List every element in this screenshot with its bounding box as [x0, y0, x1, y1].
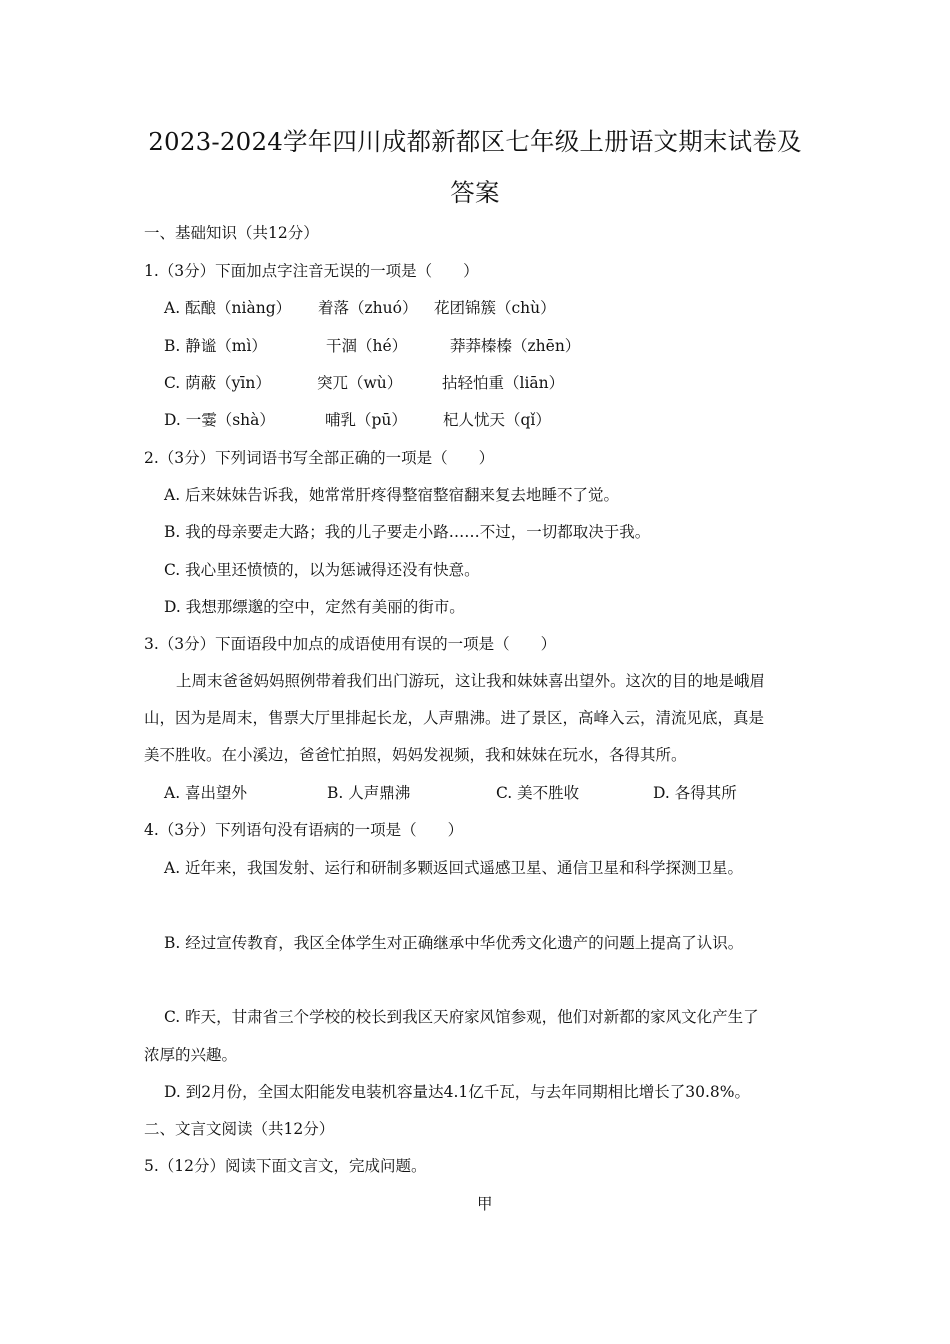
q4-option-a: A. 近年来，我国发射、运行和研制多颗返回式遥感卫星、通信卫星和科学探测卫星。	[164, 859, 744, 877]
question-1-stem: 1.（3分）下面加点字注音无误的一项是（ ）	[144, 262, 479, 280]
q1-option-a-1: A. 酝酿（niàng）	[164, 299, 292, 317]
q2-option-a: A. 后来妹妹告诉我，她常常肝疼得整宿整宿翻来复去地睡不了觉。	[164, 486, 620, 504]
q1-option-c-2: 突兀（wù）	[317, 374, 403, 392]
q4-option-d: D. 到2月份，全国太阳能发电装机容量达4.1亿千瓦，与去年同期相比增长了30.8%。	[164, 1083, 750, 1101]
q3-passage-line2: 山，因为是周末，售票大厅里排起长龙，人声鼎沸。进了景区，高峰入云，清流见底，真是	[144, 709, 765, 727]
section-heading-classical: 二、文言文阅读（共12分）	[144, 1120, 335, 1138]
document-title-line2: 答案	[450, 178, 500, 207]
question-4-stem: 4.（3分）下列语句没有语病的一项是（ ）	[144, 821, 464, 839]
q4-option-c-line2: 浓厚的兴趣。	[144, 1046, 238, 1064]
q3-passage-line3: 美不胜收。在小溪边，爸爸忙拍照，妈妈发视频，我和妹妹在玩水，各得其所。	[144, 746, 687, 764]
q1-option-b-2: 干涸（hé）	[326, 337, 408, 355]
q3-option-b: B. 人声鼎沸	[327, 784, 411, 802]
q4-option-b: B. 经过宣传教育，我区全体学生对正确继承中华优秀文化遗产的问题上提高了认识。	[164, 934, 744, 952]
q3-option-c: C. 美不胜收	[496, 784, 580, 802]
q1-option-b-1: B. 静谧（mì）	[164, 337, 267, 355]
q1-option-a-3: 花团锦簇（chù）	[434, 299, 556, 317]
q1-option-d-2: 哺乳（pū）	[325, 411, 407, 429]
question-5-stem: 5.（12分）阅读下面文言文，完成问题。	[144, 1157, 427, 1175]
q4-option-c-line1: C. 昨天，甘肃省三个学校的校长到我区天府家风馆参观，他们对新都的家风文化产生了	[164, 1008, 759, 1026]
section-heading-basics: 一、基础知识（共12分）	[144, 224, 319, 242]
passage-jia-label: 甲	[477, 1195, 493, 1213]
document-title-line1: 2023-2024学年四川成都新都区七年级上册语文期末试卷及	[148, 127, 802, 156]
q3-option-d: D. 各得其所	[653, 784, 737, 802]
q1-option-d-1: D. 一霎（shà）	[164, 411, 275, 429]
q1-option-b-3: 莽莽榛榛（zhēn）	[450, 337, 581, 355]
q3-option-a: A. 喜出望外	[164, 784, 248, 802]
q3-passage-line1: 上周末爸爸妈妈照例带着我们出门游玩，这让我和妹妹喜出望外。这次的目的地是峨眉	[176, 672, 766, 690]
q1-option-a-2: 着落（zhuó）	[318, 299, 418, 317]
q2-option-b: B. 我的母亲要走大路；我的儿子要走小路……不过，一切都取决于我。	[164, 523, 651, 541]
question-2-stem: 2.（3分）下列词语书写全部正确的一项是（ ）	[144, 449, 495, 467]
q2-option-d: D. 我想那缥邈的空中，定然有美丽的街市。	[164, 598, 465, 616]
q1-option-c-1: C. 荫蔽（yīn）	[164, 374, 271, 392]
question-3-stem: 3.（3分）下面语段中加点的成语使用有误的一项是（ ）	[144, 635, 557, 653]
q1-option-c-3: 拈轻怕重（liān）	[442, 374, 565, 392]
q2-option-c: C. 我心里还愤愤的，以为惩诫得还没有快意。	[164, 561, 480, 579]
q1-option-d-3: 杞人忧天（qǐ）	[443, 411, 551, 429]
